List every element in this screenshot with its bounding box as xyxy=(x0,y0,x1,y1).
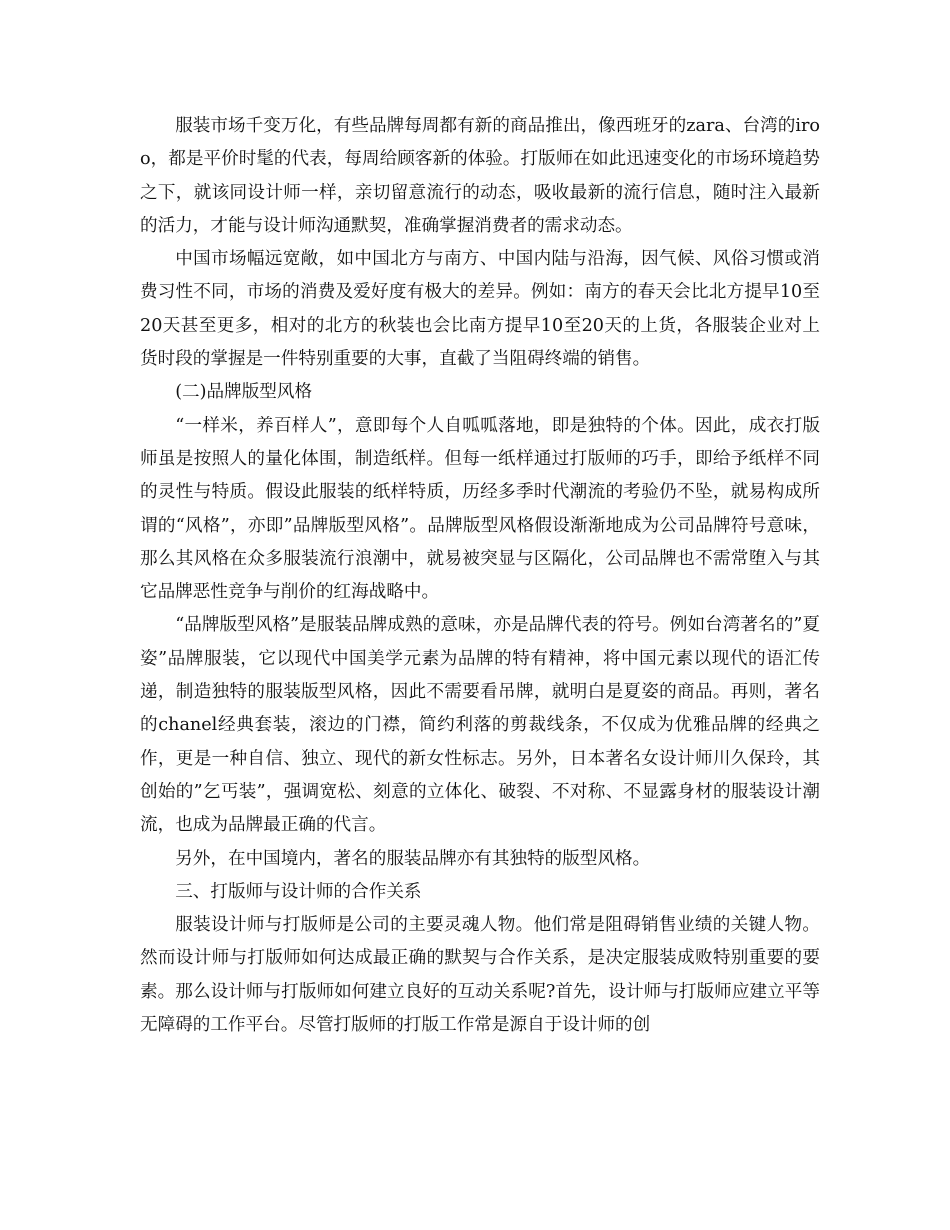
paragraph-china-market: 中国市场幅远宽敞，如中国北方与南方、中国内陆与沿海，因气候、风俗习惯或消费习性不同，市场的消费及爱好度有极大的差异。例如：南方的春天会比北方提早10至20天甚至更多，相对的北方的秋装也会比南方提早10至20天的上货，各服装企业对上货时段的掌握是一件特别重要的大事，直截了当阻碍终端的销售。 xyxy=(140,249,820,370)
paragraph-style-origin: “一样米，养百样人”，意即每个人自呱呱落地，即是独特的个体。因此，成衣打版师虽是按照人的量化体围，制造纸样。但每一纸样通过打版师的巧手，即给予纸样不同的灵性与特质。假设此服装的纸样特质，历经多季时代潮流的考验仍不坠，就易构成所谓的“风格”，亦即”品牌版型风格”。品牌版型风格假设渐渐地成为公司品牌符号意味，那么其风格在众多服装流行浪潮中，就易被突显与区隔化，公司品牌也不需常堕入与其它品牌恶性竞争与削价的红海战略中。 xyxy=(140,415,820,603)
paragraph-china-brands: 另外，在中国境内，著名的服装品牌亦有其独特的版型风格。 xyxy=(175,848,651,869)
paragraph-brand-examples: “品牌版型风格”是服装品牌成熟的意味，亦是品牌代表的符号。例如台湾著名的”夏姿”品牌服装，它以现代中国美学元素为品牌的特有精神，将中国元素以现代的语汇传递，制造独特的服装版型风格，因此不需要看吊牌，就明白是夏姿的商品。再则，著名的chanel经典套装，滚边的门襟，简约利落的剪裁线条，不仅成为优雅品牌的经典之作，更是一种自信、独立、现代的新女性标志。另外，日本著名女设计师川久保玲，其创始的”乞丐装”，强调宽松、刻意的立体化、破裂、不对称、不显露身材的服装设计潮流，也成为品牌最正确的代言。 xyxy=(140,615,820,836)
document-page xyxy=(140,110,820,1042)
paragraph-market-change: 服装市场千变万化，有些品牌每周都有新的商品推出，像西班牙的zara、台湾的iroo，都是平价时髦的代表，每周给顾客新的体验。打版师在如此迅速变化的市场环境趋势之下，就该同设计师一样，亲切留意流行的动态，吸收最新的流行信息，随时注入最新的活力，才能与设计师沟通默契，准确掌握消费者的需求动态。 xyxy=(140,116,820,236)
paragraph-designer-pattern-maker: 服装设计师与打版师是公司的主要灵魂人物。他们常是阻碍销售业绩的关键人物。然而设计师与打版师如何达成最正确的默契与合作关系，是决定服装成败特别重要的要素。那么设计师与打版师如何建立良好的互动关系呢?首先，设计师与打版师应建立平等无障碍的工作平台。尽管打版师的打版工作常是源自于设计师的创 xyxy=(140,915,820,1036)
section-heading-brand-style: (二)品牌版型风格 xyxy=(175,382,313,403)
section-heading-cooperation: 三、打版师与设计师的合作关系 xyxy=(175,881,422,902)
